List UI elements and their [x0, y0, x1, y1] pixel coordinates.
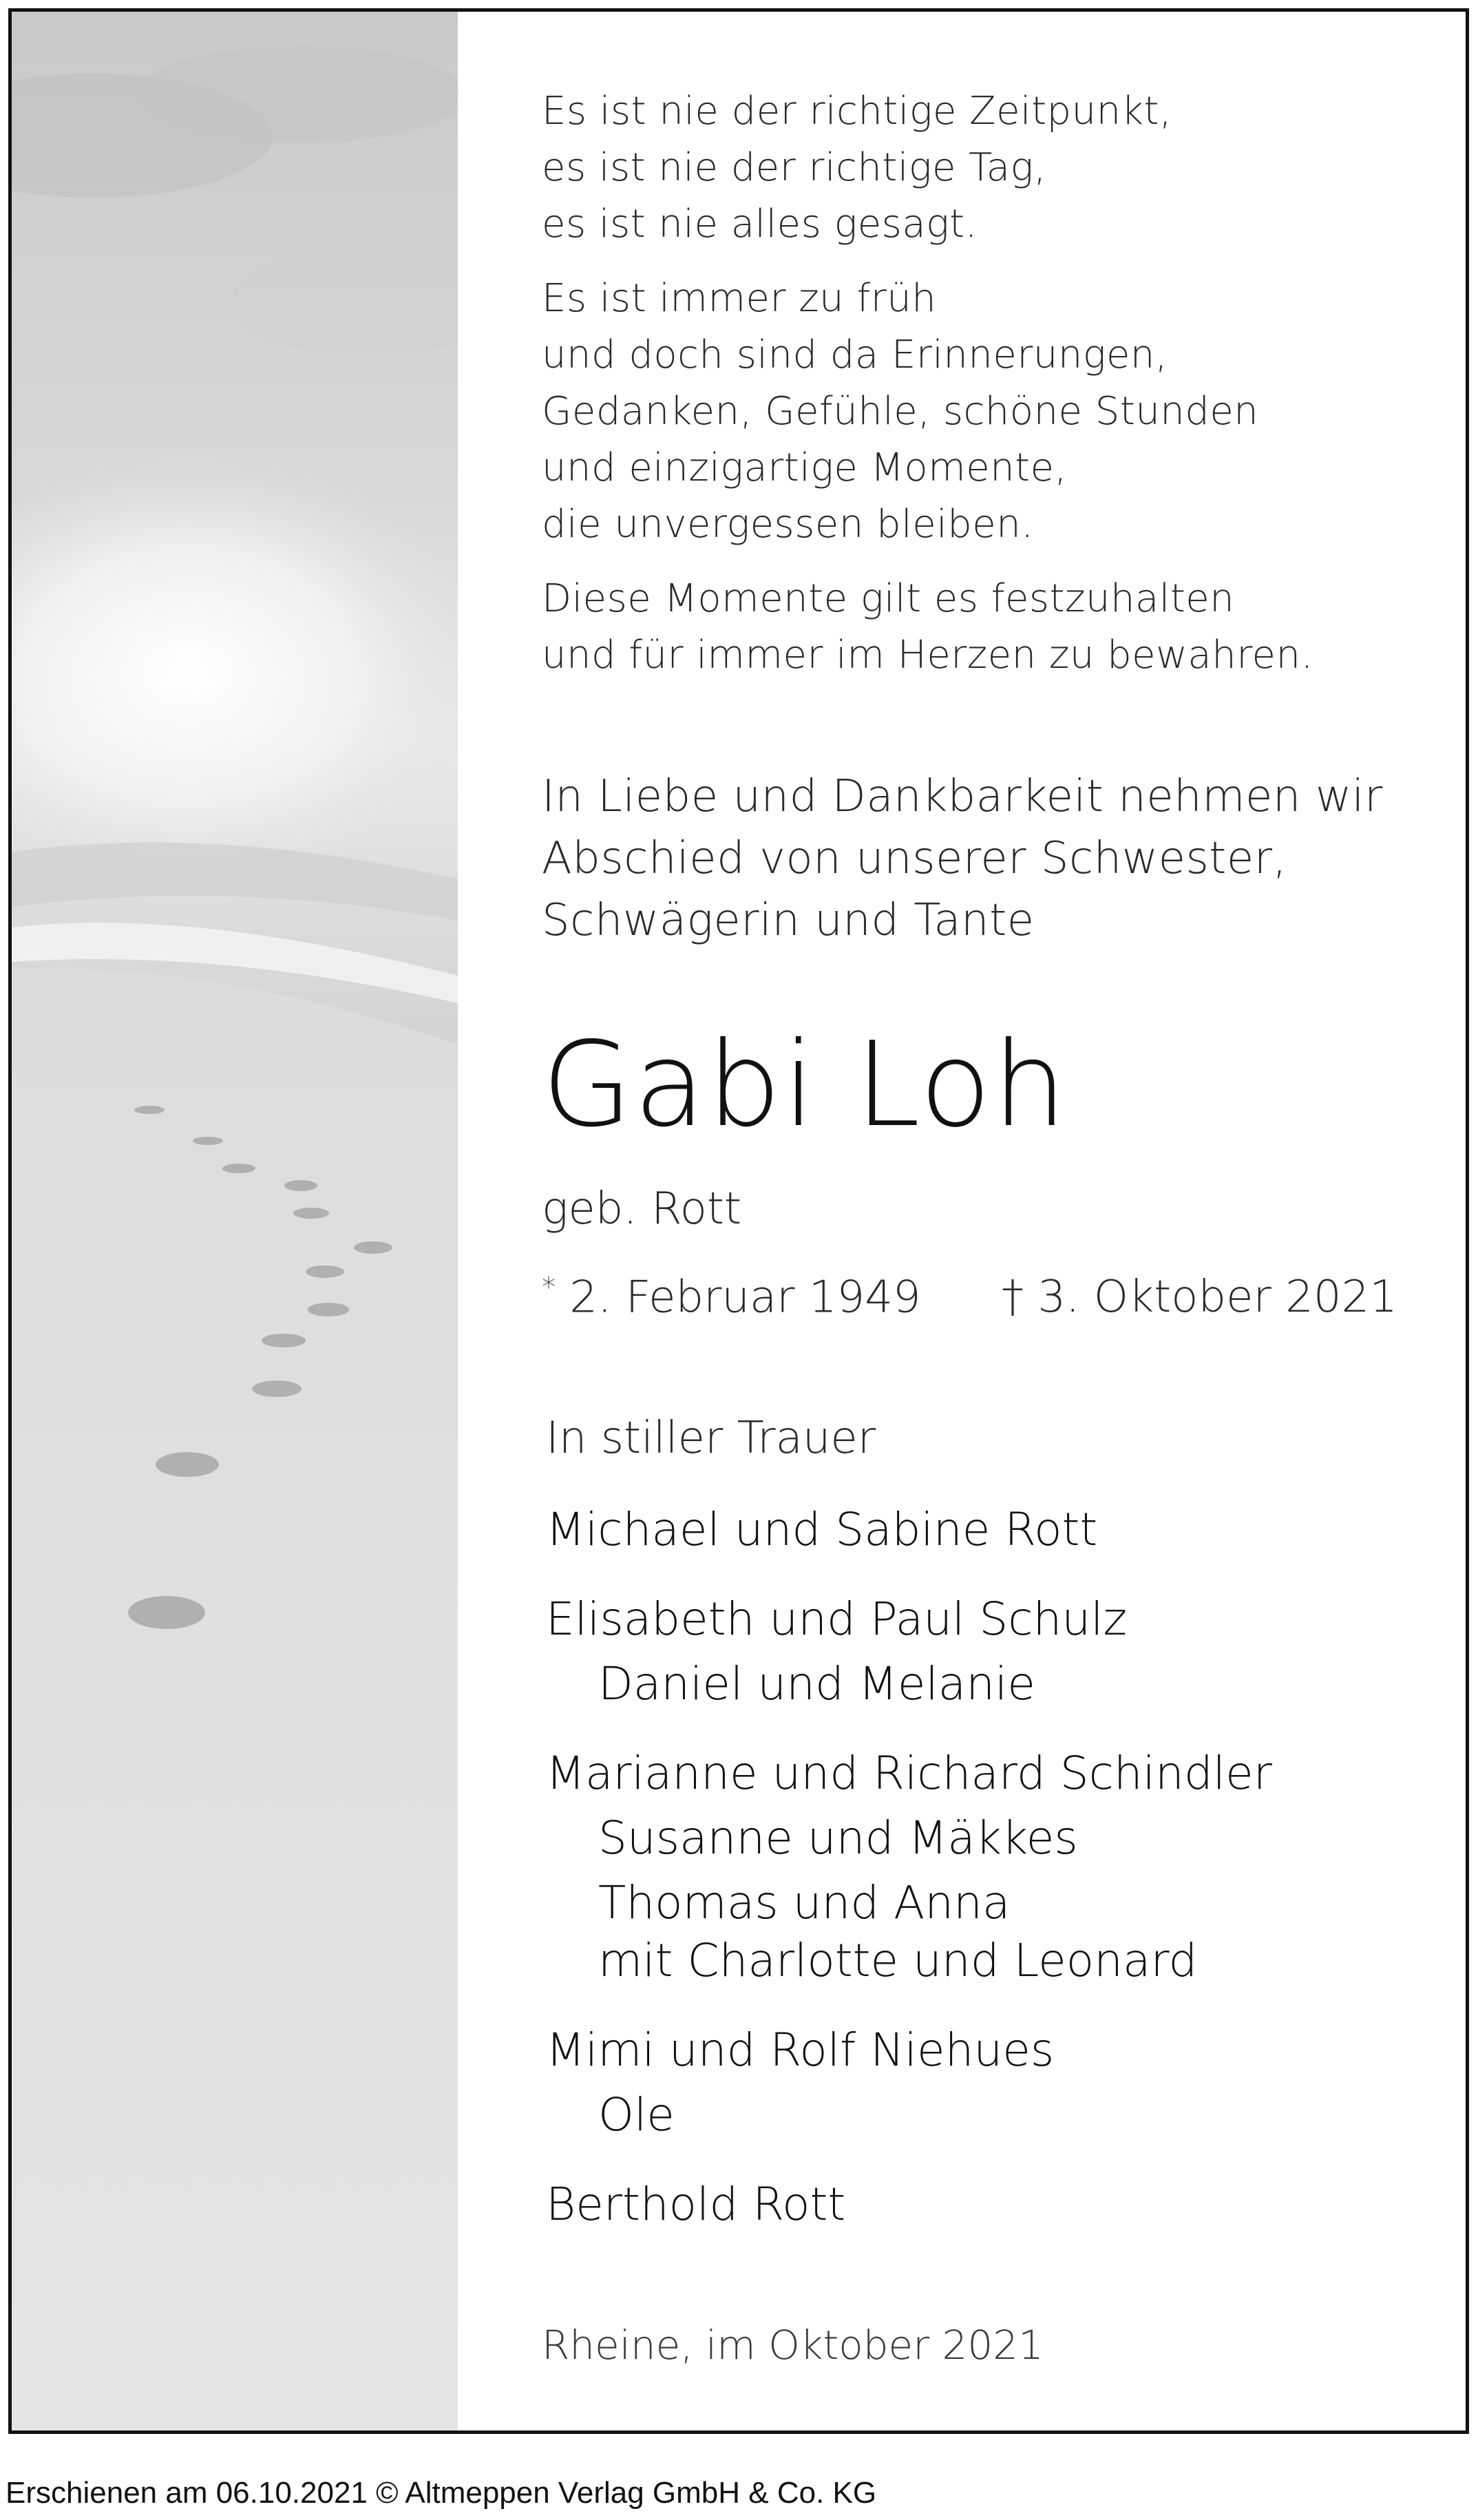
beach-footprints-photo: [12, 12, 458, 2430]
birth-symbol: *: [542, 1272, 556, 1303]
mourner-entry: Michael und Sabine Rott: [546, 1503, 1098, 1556]
publication-footer: Erschienen am 06.10.2021 © Altmeppen Verlag GmbH & Co. KG: [6, 2476, 877, 2510]
deceased-name: Gabi Loh: [542, 1017, 1068, 1153]
mourner-entry: mit Charlotte und Leonard: [598, 1934, 1198, 1987]
mourner-entry: Daniel und Melanie: [598, 1657, 1035, 1710]
mourner-entry: Elisabeth und Paul Schulz: [546, 1593, 1128, 1646]
mourner-entry: Susanne und Mäkkes: [598, 1812, 1078, 1865]
intro-line: In Liebe und Dankbarkeit nehmen wir: [542, 771, 1383, 822]
photo-illustration: [12, 12, 458, 2430]
place-and-date: Rheine, im Oktober 2021: [542, 2322, 1044, 2369]
poem-line: Diese Momente gilt es festzuhalten: [542, 576, 1235, 621]
obituary-notice: [8, 8, 1469, 2434]
mourner-entry: Mimi und Rolf Niehues: [546, 2024, 1055, 2077]
poem-line: Gedanken, Gefühle, schöne Stunden: [542, 389, 1259, 434]
poem-line: Es ist nie der richtige Zeitpunkt,: [542, 89, 1172, 134]
poem-line: und einzigartige Momente,: [542, 445, 1067, 490]
poem-line: es ist nie der richtige Tag,: [542, 145, 1046, 190]
life-dates: [542, 1272, 921, 1323]
poem-line: die unvergessen bleiben.: [542, 502, 1034, 547]
birth-name: geb. Rott: [542, 1184, 742, 1235]
intro-line: Abschied von unserer Schwester,: [542, 833, 1287, 884]
poem-line: es ist nie alles gesagt.: [542, 202, 978, 246]
intro-line: Schwägerin und Tante: [542, 895, 1035, 946]
mourner-entry: Marianne und Richard Schindler: [546, 1747, 1272, 1800]
mourner-entry: Ole: [598, 2088, 675, 2141]
mourning-heading: In stiller Trauer: [546, 1413, 876, 1464]
mourner-entry: Thomas und Anna: [598, 1876, 1011, 1929]
birth-date: 2. Februar 1949: [569, 1272, 921, 1323]
poem-line: und für immer im Herzen zu bewahren.: [542, 633, 1313, 678]
death-dates: [1002, 1272, 1397, 1323]
poem-line: Es ist immer zu früh: [542, 276, 937, 321]
mourner-entry: Berthold Rott: [546, 2178, 846, 2231]
death-date: 3. Oktober 2021: [1037, 1272, 1397, 1323]
poem-line: und doch sind da Erinnerungen,: [542, 333, 1168, 377]
death-symbol: †: [1002, 1272, 1024, 1323]
